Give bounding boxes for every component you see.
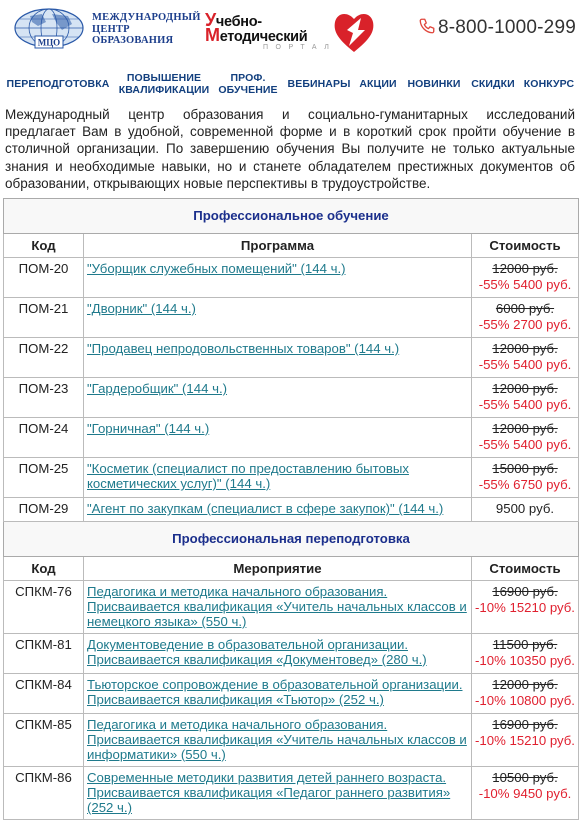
section-title-row xyxy=(4,199,579,234)
section-title-row xyxy=(4,522,579,557)
table-row xyxy=(4,674,579,714)
nav-item-novinki[interactable]: НОВИНКИ xyxy=(407,77,461,90)
program-link[interactable]: "Дворник" (144 ч.) xyxy=(87,301,196,317)
table-header-row xyxy=(4,234,579,258)
price-cell xyxy=(472,298,579,338)
program-cell xyxy=(84,418,472,458)
old-price: 12000 руб. xyxy=(492,341,558,357)
price-cell xyxy=(472,581,579,634)
site-header xyxy=(0,0,580,60)
table-row xyxy=(4,298,579,338)
section-title: Профессиональное обучение xyxy=(4,199,579,234)
column-header-price: Стоимость xyxy=(472,234,579,258)
table-row xyxy=(4,458,579,498)
heart-emblem-icon xyxy=(331,8,377,56)
nav-item-skidki[interactable]: СКИДКИ xyxy=(471,77,515,90)
course-code: ПОМ-23 xyxy=(4,378,84,418)
portal-logo[interactable] xyxy=(203,8,389,56)
course-code: СПКМ-85 xyxy=(4,714,84,767)
program-cell xyxy=(84,338,472,378)
course-code: ПОМ-22 xyxy=(4,338,84,378)
old-price: 15000 руб. xyxy=(492,461,558,477)
section-title: Профессиональная переподготовка xyxy=(4,522,579,557)
course-code: ПОМ-20 xyxy=(4,258,84,298)
discount-price: -55% 2700 руб. xyxy=(478,317,572,333)
column-header-code: Код xyxy=(4,557,84,581)
course-code: СПКМ-76 xyxy=(4,581,84,634)
program-cell xyxy=(84,458,472,498)
old-price: 6000 руб. xyxy=(495,301,555,317)
old-price: 11500 руб. xyxy=(492,637,558,653)
old-price: 10500 руб. xyxy=(492,770,558,786)
mco-logo-text: МЕЖДУНАРОДНЫЙ ЦЕНТР ОБРАЗОВАНИЯ xyxy=(92,12,201,46)
discount-price: -10% 9450 руб. xyxy=(478,786,572,802)
program-cell xyxy=(84,581,472,634)
program-link[interactable]: Педагогика и методика начального образования. Присваивается квалификация «Учитель начальных классов и немецкого языка» (550 ч.) xyxy=(87,584,467,630)
price-cell xyxy=(472,258,579,298)
table-row xyxy=(4,767,579,820)
program-cell xyxy=(84,498,472,522)
price: 9500 руб. xyxy=(495,501,555,517)
table-header-row xyxy=(4,557,579,581)
program-link[interactable]: "Уборщик служебных помещений" (144 ч.) xyxy=(87,261,346,277)
discount-price: -55% 5400 руб. xyxy=(478,397,572,413)
program-cell xyxy=(84,378,472,418)
phone-icon xyxy=(418,17,436,35)
course-code: СПКМ-81 xyxy=(4,634,84,674)
table-row xyxy=(4,378,579,418)
program-link[interactable]: "Косметик (специалист по предоставлению бытовых косметических услуг)" (144 ч.) xyxy=(87,461,409,492)
table-row xyxy=(4,581,579,634)
table-row xyxy=(4,634,579,674)
old-price: 16900 руб. xyxy=(492,717,558,733)
table-row xyxy=(4,338,579,378)
nav-item-prof-obuchenie[interactable]: ПРОФ. ОБУЧЕНИЕ xyxy=(218,71,278,96)
course-code: ПОМ-24 xyxy=(4,418,84,458)
program-link[interactable]: Документоведение в образовательной организации. Присваивается квалификация «Документовед» (280 ч.) xyxy=(87,637,427,668)
program-link[interactable]: "Продавец непродовольственных товаров" (144 ч.) xyxy=(87,341,400,357)
courses-table xyxy=(3,198,579,820)
course-code: ПОМ-21 xyxy=(4,298,84,338)
intro-text: Международный центр образования и социально-гуманитарных исследований предлагает Вам в удобной, современной форме и в короткий срок пройти обучение в столичной организации. По завершению обучения Вы получите не только актуальные знания и необходимые навыки, но и станете обладателем престижных документов об образовании, открывающих новые перспективы в трудоустройстве. xyxy=(5,107,575,191)
column-header-program: Программа xyxy=(84,234,472,258)
portal-logo-line1: Учебно- xyxy=(205,10,262,30)
discount-price: -10% 15210 руб. xyxy=(475,600,575,616)
price-cell xyxy=(472,418,579,458)
price-cell xyxy=(472,674,579,714)
old-price: 12000 руб. xyxy=(492,677,558,693)
course-code: СПКМ-86 xyxy=(4,767,84,820)
nav-item-perepodgotovka[interactable]: ПЕРЕПОДГОТОВКА xyxy=(6,77,110,90)
nav-item-vebinary[interactable]: ВЕБИНАРЫ xyxy=(287,77,351,90)
discount-price: -55% 6750 руб. xyxy=(478,477,572,493)
program-link[interactable]: "Агент по закупкам (специалист в сфере закупок)" (144 ч.) xyxy=(87,501,444,517)
column-header-price: Стоимость xyxy=(472,557,579,581)
price-cell xyxy=(472,378,579,418)
old-price: 16900 руб. xyxy=(492,584,558,600)
discount-price: -55% 5400 руб. xyxy=(478,277,572,293)
svg-text:МЦО: МЦО xyxy=(37,37,61,48)
phone-number[interactable]: 8-800-1000-299 xyxy=(418,17,576,39)
price-cell xyxy=(472,338,579,378)
nav-item-povyshenie[interactable]: ПОВЫШЕНИЕ КВАЛИФИКАЦИИ xyxy=(118,71,210,96)
program-cell xyxy=(84,258,472,298)
portal-logo-line3: ПОРТАЛ xyxy=(263,44,337,51)
course-code: СПКМ-84 xyxy=(4,674,84,714)
price-cell xyxy=(472,714,579,767)
globe-logo-icon xyxy=(12,8,86,50)
program-cell xyxy=(84,714,472,767)
discount-price: -55% 5400 руб. xyxy=(478,357,572,373)
program-cell xyxy=(84,298,472,338)
program-link[interactable]: Тьюторское сопровождение в образовательной организации. Присваивается квалификация «Тьютор» (252 ч.) xyxy=(87,677,463,708)
nav-item-konkurs[interactable]: КОНКУРС xyxy=(523,77,575,90)
old-price: 12000 руб. xyxy=(492,261,558,277)
nav-item-aktsii[interactable]: АКЦИИ xyxy=(359,77,397,90)
table-row xyxy=(4,258,579,298)
discount-price: -55% 5400 руб. xyxy=(478,437,572,453)
program-link[interactable]: Педагогика и методика начального образования. Присваивается квалификация «Учитель начальных классов и информатики» (550 ч.) xyxy=(87,717,467,763)
discount-price: -10% 15210 руб. xyxy=(475,733,575,749)
price-cell xyxy=(472,458,579,498)
mco-logo[interactable] xyxy=(12,8,201,54)
old-price: 12000 руб. xyxy=(492,381,558,397)
program-link[interactable]: "Гардеробщик" (144 ч.) xyxy=(87,381,228,397)
course-code: ПОМ-25 xyxy=(4,458,84,498)
table-row xyxy=(4,714,579,767)
portal-logo-line2: Методический xyxy=(205,25,308,45)
old-price: 12000 руб. xyxy=(492,421,558,437)
main-nav xyxy=(0,64,580,104)
discount-price: -10% 10800 руб. xyxy=(475,693,575,709)
program-cell xyxy=(84,767,472,820)
program-link[interactable]: "Горничная" (144 ч.) xyxy=(87,421,210,437)
program-link[interactable]: Современные методики развития детей раннего возраста. Присваивается квалификация «Педагог раннего развития» (252 ч.) xyxy=(87,770,451,816)
price-cell xyxy=(472,767,579,820)
table-row xyxy=(4,498,579,522)
program-cell xyxy=(84,674,472,714)
column-header-code: Код xyxy=(4,234,84,258)
price-cell xyxy=(472,634,579,674)
discount-price: -10% 10350 руб. xyxy=(475,653,575,669)
table-row xyxy=(4,418,579,458)
price-cell xyxy=(472,498,579,522)
column-header-program: Мероприятие xyxy=(84,557,472,581)
program-cell xyxy=(84,634,472,674)
course-code: ПОМ-29 xyxy=(4,498,84,522)
